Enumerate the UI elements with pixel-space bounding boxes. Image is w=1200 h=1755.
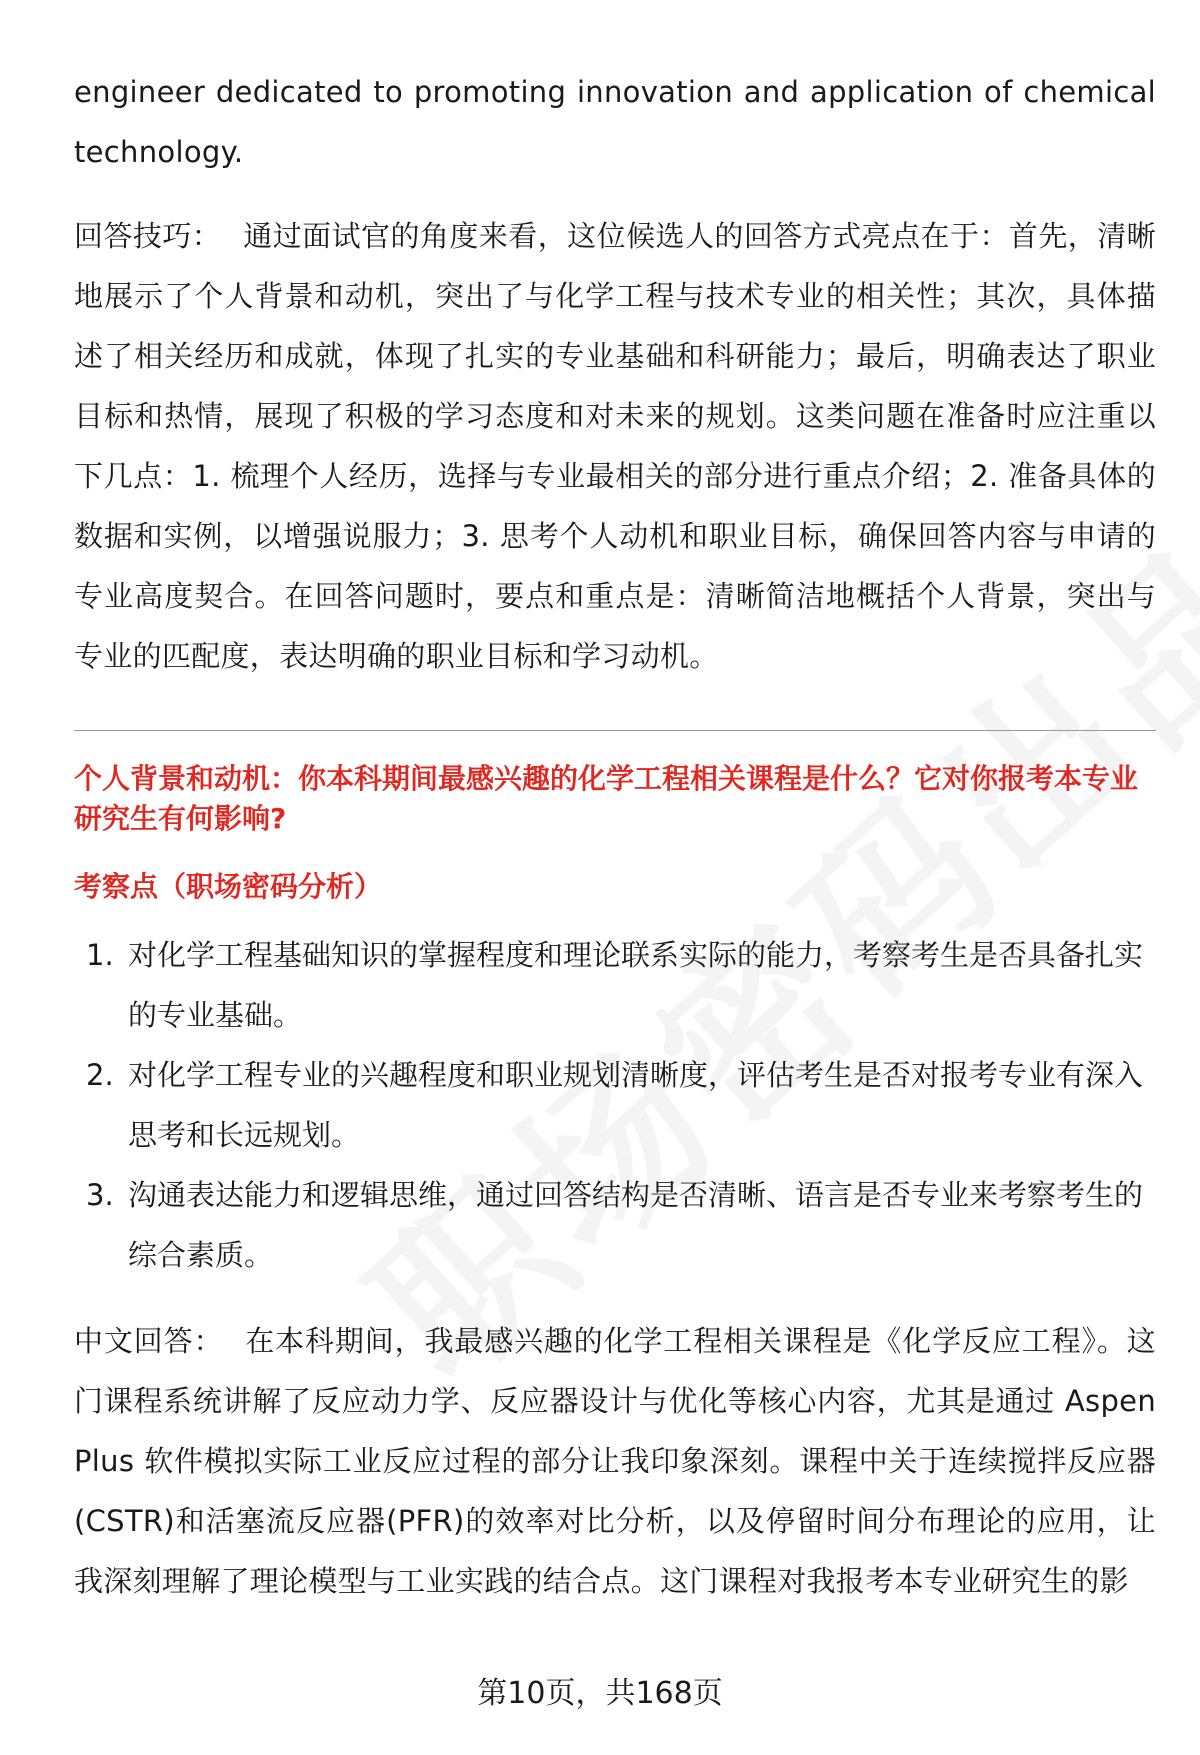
list-item-text: 沟通表达能力和逻辑思维，通过回答结构是否清晰、语言是否专业来考察考生的综合素质。 bbox=[128, 1178, 1144, 1272]
page-number: 第10页，共168页 bbox=[477, 1676, 723, 1711]
tips-text: 通过面试官的角度来看，这位候选人的回答方式亮点在于：首先，清晰地展示了个人背景和动机，突出了与化学工程与技术专业的相关性；其次，具体描述了相关经历和成就，体现了扎实的专业基础和科研能力；最后，明确表达了职业目标和热情，展现了积极的学习态度和对未来的规划。这类问题在准备时应注重以下几点：1. 梳理个人经历，选择与专业最相关的部分进行重点介绍；2. 准备具体的数据和实例，以增强说服力；3. 思考个人动机和职业目标，确保回答内容与申请的专业高度契合。在回答问题时，要点和重点是：清晰简洁地概括个人背景，突出与专业的匹配度，表达明确的职业目标和学习动机。 bbox=[74, 219, 1156, 673]
assessment-list bbox=[74, 925, 1156, 1285]
answer-paragraph bbox=[74, 1311, 1156, 1611]
list-item-number: 2. bbox=[86, 1058, 114, 1092]
question-heading: 个人背景和动机：你本科期间最感兴趣的化学工程相关课程是什么？它对你报考本专业研究生有何影响? bbox=[74, 762, 1139, 835]
intro-paragraph: engineer dedicated to promoting innovation and application of chemical technology. bbox=[74, 75, 1156, 169]
assessment-heading: 考察点（职场密码分析） bbox=[74, 870, 383, 903]
list-item-text: 对化学工程专业的兴趣程度和职业规划清晰度，评估考生是否对报考专业有深入思考和长远规划。 bbox=[128, 1058, 1144, 1152]
answer-label: 中文回答： bbox=[74, 1324, 224, 1358]
list-item bbox=[74, 1165, 1156, 1285]
tips-label: 回答技巧： bbox=[74, 219, 222, 253]
list-item-text: 对化学工程基础知识的掌握程度和理论联系实际的能力，考察考生是否具备扎实的专业基础。 bbox=[128, 938, 1144, 1032]
list-item-number: 3. bbox=[86, 1178, 114, 1212]
list-item-number: 1. bbox=[86, 938, 114, 972]
list-item bbox=[74, 1045, 1156, 1165]
section-divider bbox=[74, 730, 1156, 731]
list-item bbox=[74, 925, 1156, 1045]
answer-text: 在本科期间，我最感兴趣的化学工程相关课程是《化学反应工程》。这门课程系统讲解了反应动力学、反应器设计与优化等核心内容，尤其是通过 Aspen Plus 软件模拟实际工业反应过程的部分让我印象深刻。课程中关于连续搅拌反应器(CSTR)和活塞流反应器(PFR)的效率对比分析，以及停留时间分布理论的应用，让我深刻理解了理论模型与工业实践的结合点。这门课程对我报考本专业研究生的影 bbox=[74, 1324, 1156, 1598]
document-page bbox=[74, 62, 1156, 1611]
tips-paragraph bbox=[74, 206, 1156, 686]
